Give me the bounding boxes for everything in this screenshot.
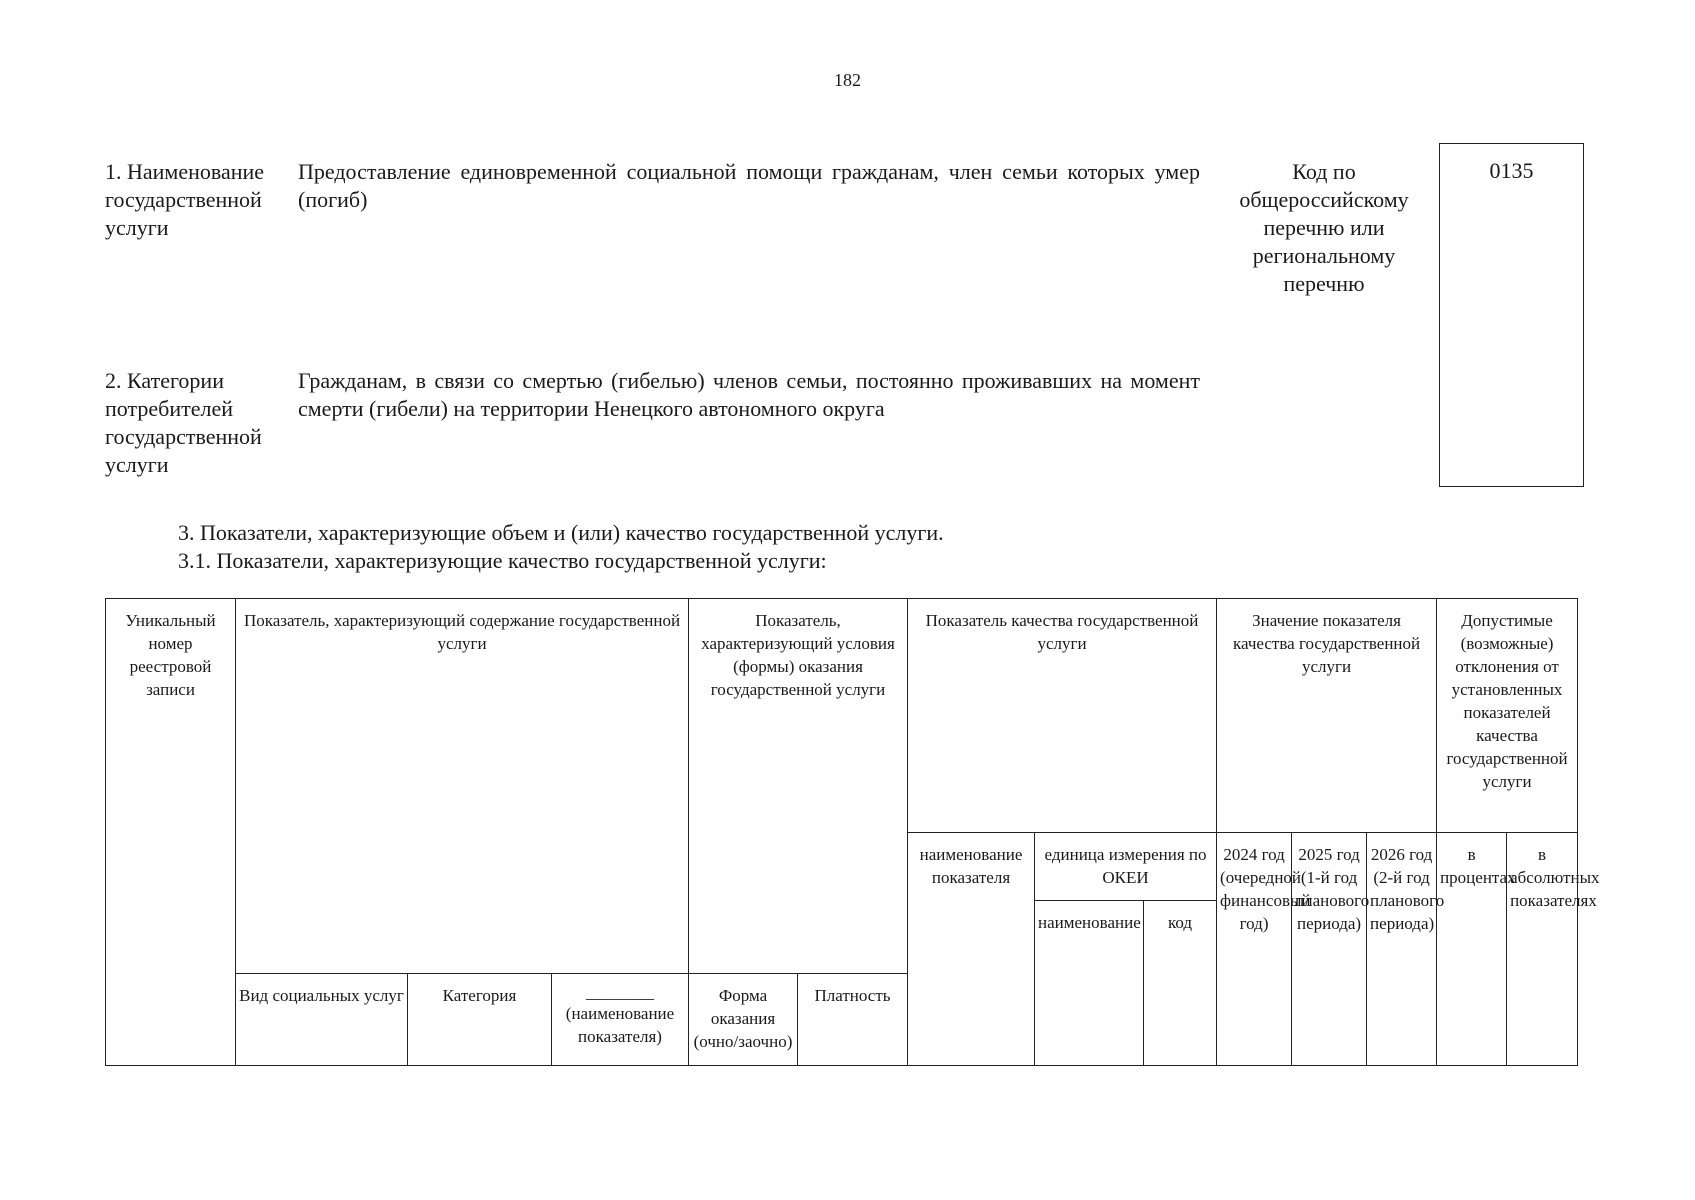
header-indicator-value: Значение показателя качества государственной услуги [1217, 599, 1437, 833]
header-allowed-deviations: Допустимые (возможные) отклонения от установленных показателей качества государственной услуги [1437, 599, 1578, 833]
header-quality-indicator: Показатель качества государственной услуги [908, 599, 1217, 833]
header-okei-name: наименование [1035, 901, 1144, 1066]
header-year-2026: 2026 год (2-й год планового периода) [1367, 833, 1437, 1066]
code-box [1439, 143, 1584, 487]
header-deviation-percent: в процентах [1437, 833, 1507, 1066]
page-number: 182 [834, 70, 861, 90]
code-value: 0135 [1489, 158, 1534, 183]
header-year-2024: 2024 год (очередной финансовый год) [1217, 833, 1292, 1066]
header-service-type: Вид социальных услуг [236, 974, 408, 1066]
header-year-2025: 2025 год (1-й год планового периода) [1292, 833, 1367, 1066]
header-form-of-service: Форма оказания (очно/заочно) [689, 974, 798, 1066]
header-category: Категория [408, 974, 552, 1066]
header-deviation-absolute: в абсолютных показателях [1507, 833, 1578, 1066]
section-3-1-heading: 3.1. Показатели, характеризующие качество государственной услуги: [178, 548, 827, 573]
header-unique-number: Уникальный номер реестровой записи [106, 599, 236, 1066]
header-content-indicator: Показатель, характеризующий содержание государственной услуги [236, 599, 689, 974]
header-okei-code: код [1144, 901, 1217, 1066]
quality-indicators-table [105, 598, 1600, 1066]
section-3-heading: 3. Показатели, характеризующие объем и (или) качество государственной услуги. [178, 520, 944, 545]
header-payment: Платность [798, 974, 908, 1066]
item2-value: Гражданам, в связи со смертью (гибелью) членов семьи, постоянно проживавших на момент смерти (гибели) на территории Ненецкого автономного округа [298, 368, 1200, 421]
item2-label: 2. Категории потребителей государственной услуги [105, 368, 262, 477]
code-label: Код по общероссийскому перечню или региональному перечню [1239, 159, 1409, 296]
item1-label: 1. Наименование государственной услуги [105, 159, 265, 240]
header-indicator-name: наименование показателя [908, 833, 1035, 1066]
header-custom-indicator [552, 974, 689, 1066]
custom-indicator-label: (наименование показателя) [565, 1004, 675, 1046]
item1-value: Предоставление единовременной социальной помощи гражданам, член семьи которых умер (погиб) [298, 159, 1200, 212]
custom-indicator-blank: ________ [586, 983, 654, 1002]
header-conditions-indicator: Показатель, характеризующий условия (формы) оказания государственной услуги [689, 599, 908, 974]
header-okei-unit: единица измерения по ОКЕИ [1035, 833, 1217, 901]
